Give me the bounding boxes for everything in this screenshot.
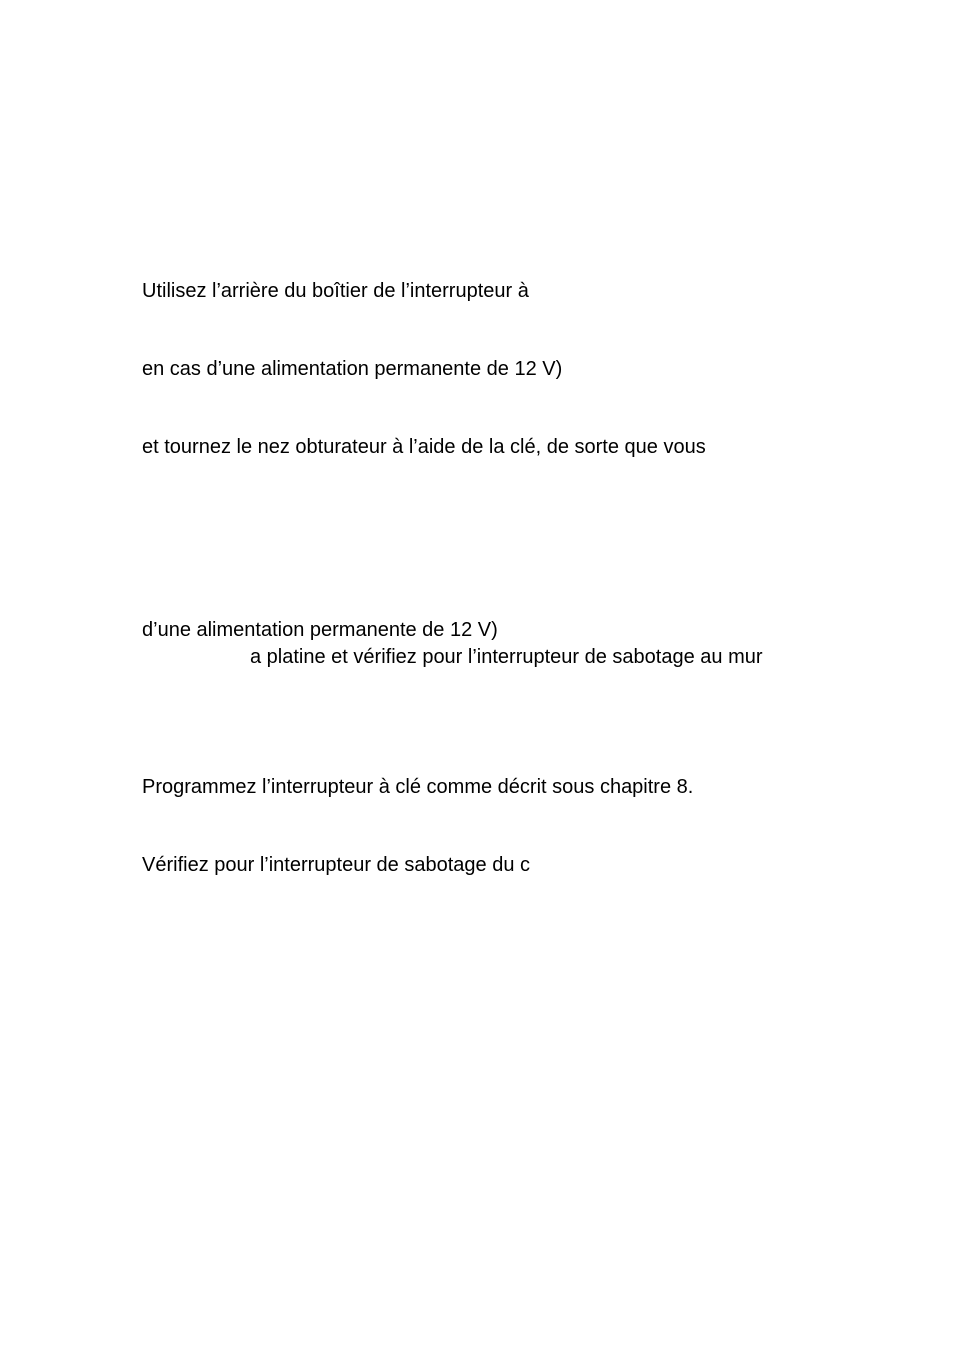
- text-line: Utilisez l’arrière du boîtier de l’interrupteur à: [142, 280, 529, 302]
- text-line: Programmez l’interrupteur à clé comme décrit sous chapitre 8.: [142, 776, 694, 798]
- text-line: d’une alimentation permanente de 12 V): [142, 619, 498, 641]
- text-line: en cas d’une alimentation permanente de 12 V): [142, 358, 563, 380]
- text-line: a platine et vérifiez pour l’interrupteur de sabotage au mur: [250, 646, 763, 668]
- text-line: et tournez le nez obturateur à l’aide de la clé, de sorte que vous: [142, 436, 706, 458]
- text-line: Vérifiez pour l’interrupteur de sabotage du c: [142, 854, 531, 876]
